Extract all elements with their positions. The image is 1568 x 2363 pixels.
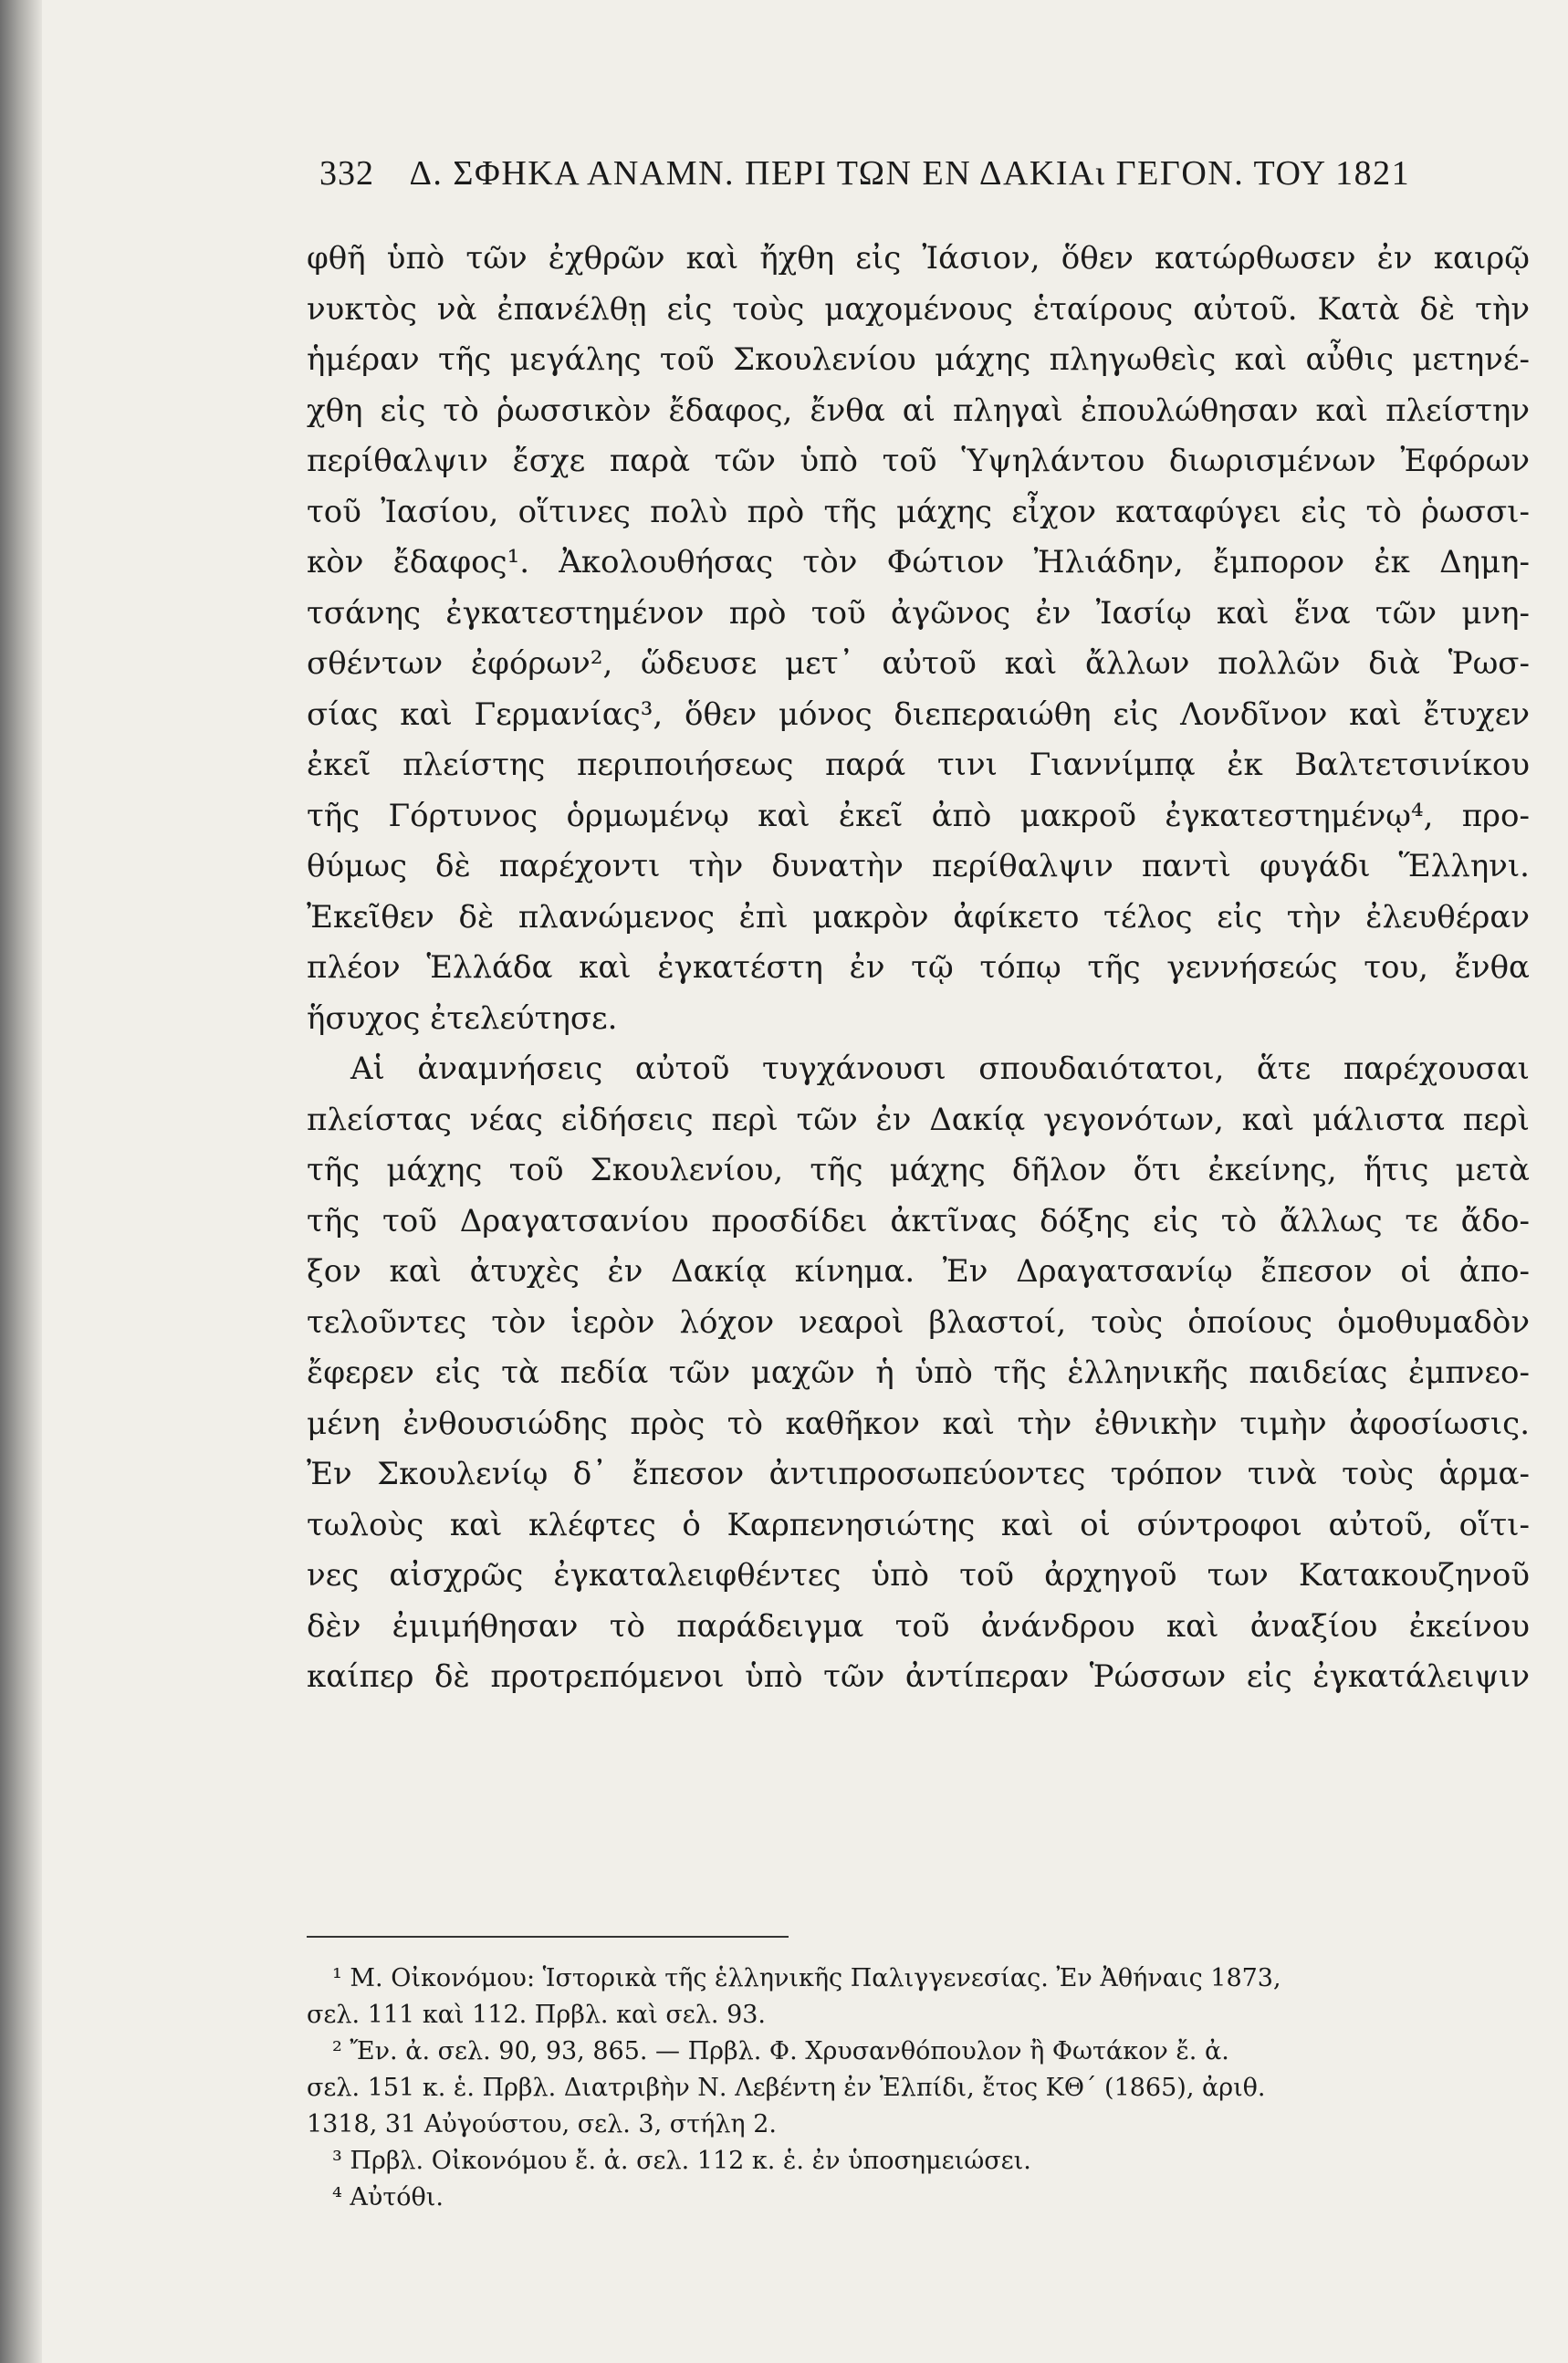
text-line: Αἱ ἀναμνήσεις αὐτοῦ τυγχάνουσι σπουδαιότατοι, ἅτε παρέχουσαι: [350, 1051, 1530, 1087]
footnote-line: ³ Πρβλ. Οἰκονόμου ἔ. ἀ. σελ. 112 κ. ἑ. ἐν ὑποσημειώσει.: [332, 2147, 1031, 2175]
text-line: ἔφερεν εἰς τὰ πεδία τῶν μαχῶν ἡ ὑπὸ τῆς ἑλληνικῆς παιδείας ἐμπνεο-: [307, 1354, 1530, 1391]
text-line: τωλοὺς καὶ κλέφτες ὁ Καρπενησιώτης καὶ οἱ σύντροφοι αὐτοῦ, οἵτι-: [307, 1506, 1530, 1543]
footnote-line: ² Ἔν. ἀ. σελ. 90, 93, 865. — Πρβλ. Φ. Χρυσανθόπουλον ἢ Φωτάκον ἔ. ἀ.: [332, 2037, 1229, 2065]
text-line: πλείστας νέας εἰδήσεις περὶ τῶν ἐν Δακίᾳ γεγονότων, καὶ μάλιστα περὶ: [307, 1101, 1530, 1138]
text-line: νυκτὸς νὰ ἐπανέλθῃ εἰς τοὺς μαχομένους ἑταίρους αὐτοῦ. Κατὰ δὲ τὴν: [307, 290, 1530, 328]
text-line: ἡμέραν τῆς μεγάλης τοῦ Σκουλενίου μάχης πληγωθεὶς καὶ αὖθις μετηνέ-: [307, 341, 1530, 378]
text-line: κὸν ἔδαφος¹. Ἀκολουθήσας τὸν Φώτιον Ἠλιάδην, ἔμπορον ἐκ Δημη-: [307, 544, 1530, 580]
text-line: ξον καὶ ἀτυχὲς ἐν Δακίᾳ κίνημα. Ἐν Δραγατσανίῳ ἔπεσον οἱ ἀπο-: [307, 1253, 1530, 1290]
running-header: [319, 153, 1524, 193]
text-line: σθέντων ἐφόρων², ὥδευσε μετ᾽ αὐτοῦ καὶ ἄλλων πολλῶν διὰ Ῥωσ-: [307, 645, 1530, 682]
text-line: δὲν ἐμιμήθησαν τὸ παράδειγμα τοῦ ἀνάνδρου καὶ ἀναξίου ἐκείνου: [307, 1607, 1530, 1645]
text-line: μένη ἐνθουσιώδης πρὸς τὸ καθῆκον καὶ τὴν ἐθνικὴν τιμὴν ἀφοσίωσις.: [307, 1405, 1530, 1442]
text-line: Ἐν Σκουλενίῳ δ᾽ ἔπεσον ἀντιπροσωπεύοντες τρόπον τινὰ τοὺς ἁρμα-: [307, 1456, 1530, 1492]
footnote-line: ⁴ Αὐτόθι.: [332, 2183, 444, 2211]
text-line: τῆς Γόρτυνος ὁρμωμένῳ καὶ ἐκεῖ ἀπὸ μακροῦ ἐγκατεστημένῳ⁴, προ-: [307, 797, 1530, 834]
text-line: ἐκεῖ πλείστης περιποιήσεως παρά τινι Γιαννίμπᾳ ἐκ Βαλτετσινίκου: [307, 747, 1530, 783]
text-line: τσάνης ἐγκατεστημένον πρὸ τοῦ ἀγῶνος ἐν Ἰασίῳ καὶ ἕνα τῶν μνη-: [307, 594, 1530, 632]
page-number: 332: [319, 154, 374, 193]
text-line: χθη εἰς τὸ ῥωσσικὸν ἔδαφος, ἔνθα αἱ πληγαὶ ἐπουλώθησαν καὶ πλείστην: [307, 392, 1530, 429]
text-line: πλέον Ἑλλάδα καὶ ἐγκατέστη ἐν τῷ τόπῳ τῆς γεννήσεώς του, ἔνθα: [307, 949, 1530, 986]
text-line: Ἐκεῖθεν δὲ πλανώμενος ἐπὶ μακρὸν ἀφίκετο τέλος εἰς τὴν ἐλευθέραν: [307, 898, 1530, 936]
running-title: Δ. ΣΦΗΚΑ ΑΝΑΜΝ. ΠΕΡΙ ΤΩΝ ΕΝ ΔΑΚΙΑι ΓΕΓΟΝ. ΤΟΥ 1821: [409, 154, 1411, 193]
text-line: περίθαλψιν ἔσχε παρὰ τῶν ὑπὸ τοῦ Ὑψηλάντου διωρισμένων Ἐφόρων: [307, 443, 1530, 479]
text-line: νες αἰσχρῶς ἐγκαταλειφθέντες ὑπὸ τοῦ ἀρχηγοῦ των Κατακουζηνοῦ: [307, 1557, 1530, 1594]
text-line: ἥσυχος ἐτελεύτησε.: [307, 999, 618, 1037]
footnotes: [307, 1960, 1530, 2216]
text-line: τῆς μάχης τοῦ Σκουλενίου, τῆς μάχης δῆλον ὅτι ἐκείνης, ἥτις μετὰ: [307, 1152, 1530, 1188]
footnote-divider: [307, 1936, 789, 1938]
text-line: τοῦ Ἰασίου, οἵτινες πολὺ πρὸ τῆς μάχης εἶχον καταφύγει εἰς τὸ ῥωσσι-: [307, 493, 1530, 530]
text-line: σίας καὶ Γερμανίας³, ὅθεν μόνος διεπεραιώθη εἰς Λονδῖνον καὶ ἔτυχεν: [307, 695, 1530, 733]
text-line: τελοῦντες τὸν ἱερὸν λόχον νεαροὶ βλαστοί, τοὺς ὁποίους ὁμοθυμαδὸν: [307, 1303, 1530, 1341]
text-line: τῆς τοῦ Δραγατσανίου προσδίδει ἀκτῖνας δόξης εἰς τὸ ἄλλως τε ἄδο-: [307, 1202, 1530, 1239]
text-line: φθῆ ὑπὸ τῶν ἐχθρῶν καὶ ἤχθη εἰς Ἰάσιον, ὅθεν κατώρθωσεν ἐν καιρῷ: [307, 240, 1530, 277]
body-text: [307, 234, 1530, 1703]
text-line: θύμως δὲ παρέχοντι τὴν δυνατὴν περίθαλψιν παντὶ φυγάδι Ἕλληνι.: [307, 848, 1530, 884]
footnote-line: ¹ Μ. Οἰκονόμου: Ἱστορικὰ τῆς ἑλληνικῆς Παλιγγενεσίας. Ἐν Ἀθήναις 1873,: [332, 1964, 1281, 1992]
footnote-line: 1318, 31 Αὐγούστου, σελ. 3, στήλη 2.: [307, 2110, 777, 2138]
footnote-line: σελ. 151 κ. ἑ. Πρβλ. Διατριβὴν Ν. Λεβέντη ἐν Ἐλπίδι, ἔτος ΚΘ´ (1865), ἀριθ.: [307, 2074, 1266, 2102]
footnote-line: σελ. 111 καὶ 112. Πρβλ. καὶ σελ. 93.: [307, 2001, 767, 2029]
text-line: καίπερ δὲ προτρεπόμενοι ὑπὸ τῶν ἀντίπεραν Ῥώσσων εἰς ἐγκατάλειψιν: [307, 1658, 1530, 1695]
